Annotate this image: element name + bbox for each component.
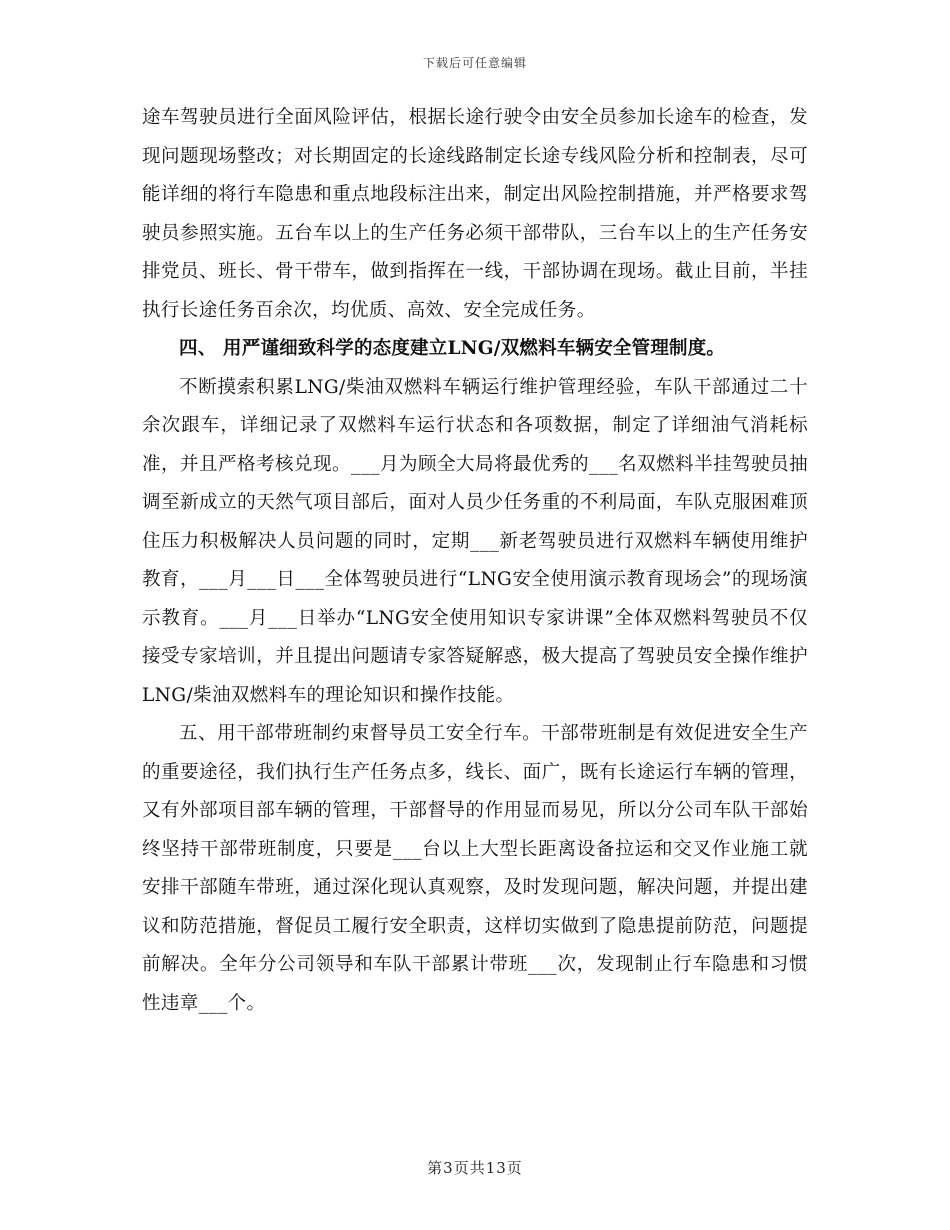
document-body [142, 99, 808, 1023]
page-header: 下载后可任意编辑 [422, 56, 527, 70]
paragraph-3: 不断摸索积累LNG/柴油双燃料车辆运行维护管理经验，车队干部通过二十余次跟车，详细记录了双燃料车运行状态和各项数据，制定了详细油气消耗标准，并且严格考核兑现。___月为顾全大局将最优秀的___名双燃料半挂驾驶员抽调至新成立的天然气项目部后，面对人员少任务重的不利局面，车队克服困难顶住压力积极解决人员问题的同时，定期___新老驾驶员进行双燃料车辆使用维护教育，___月___日___全体驾驶员进行“LNG安全使用演示教育现场会”的现场演示教育。___月___日举办“LNG安全使用知识专家讲课”全体双燃料驾驶员不仅接受专家培训，并且提出问题请专家答疑解惑，极大提高了驾驶员安全操作维护LNG/柴油双燃料车的理论知识和操作技能。 [142, 376, 808, 706]
paragraph-1: 途车驾驶员进行全面风险评估，根据长途行驶令由安全员参加长途车的检查，发现问题现场整改；对长期固定的长途线路制定长途专线风险分析和控制表，尽可能详细的将行车隐患和重点地段标注出来，制定出风险控制措施，并严格要求驾驶员参照实施。五台车以上的生产任务必须干部带队，三台车以上的生产任务安排党员、班长、骨干带车，做到指挥在一线，干部协调在现场。截止目前，半挂执行长途任务百余次，均优质、高效、安全完成任务。 [142, 107, 808, 321]
section-heading-4: 四、 用严谨细致科学的态度建立LNG/双燃料车辆安全管理制度。 [179, 338, 726, 359]
paragraph-4: 五、用干部带班制约束督导员工安全行车。干部带班制是有效促进安全生产的重要途径，我们执行生产任务点多，线长、面广，既有长途运行车辆的管理，又有外部项目部车辆的管理，干部督导的作用显而易见，所以分公司车队干部始终坚持干部带班制度，只要是___台以上大型长距离设备拉运和交叉作业施工就安排干部随车带班，通过深化现认真观察，及时发现问题，解决问题，并提出建议和防范措施，督促员工履行安全职责，这样切实做到了隐患提前防范，问题提前解决。全年分公司领导和车队干部累计带班___次，发现制止行车隐患和习惯性违章___个。 [142, 723, 808, 1014]
page-number: 第3页共13页 [427, 1159, 523, 1177]
